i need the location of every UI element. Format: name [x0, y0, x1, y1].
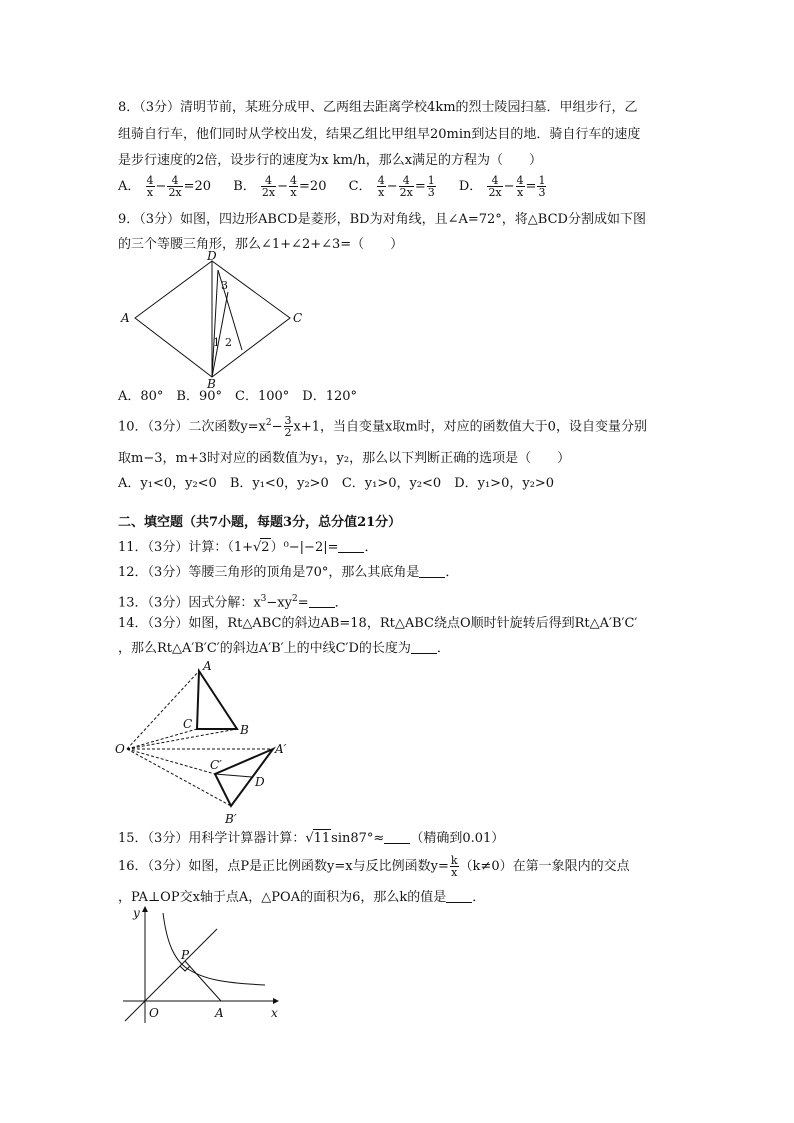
label-a-prime: A′ [275, 742, 287, 756]
q10-options: A．y₁<0，y₂<0 B．y₁<0，y₂>0 C．y₁>0，y₂<0 D．y₁>0，y₂>0 [118, 476, 555, 491]
q8-option-c: C． $\frac{4}{x}$ − $\frac{4}{2x}$ = $\frac{1}{3}$ [348, 174, 435, 199]
label-x: x [271, 1006, 278, 1020]
q11: 11．（3分）计算：（1+√2）⁰−|−2|= ． [118, 540, 378, 555]
answer-blank[interactable] [309, 594, 335, 608]
q13: 13．（3分）因式分解：$x^3-xy^2=$ ． [118, 594, 348, 611]
ray-ob [127, 729, 237, 749]
label-c: C [183, 717, 193, 731]
label-a: A [215, 1006, 224, 1020]
q16-line1: 16．（3分）如图，点P是正比例函数y=x与反比例函数y= $\frac{k}{x}$ （k≠0）在第一象限内的交点 [118, 854, 630, 879]
answer-blank[interactable] [338, 539, 364, 553]
q9-line1: 9．（3分）如图，四边形ABCD是菱形，BD为对角线，且∠A=72°，将△BCD分割成如下图 [118, 212, 646, 227]
q10-line1: 10．（3分）二次函数$y=x^2-$ $\frac{3}{2}$ x+1，当自变量x取m时，对应的函数值大于0，设自变量分别 [118, 414, 647, 440]
label-o: O [149, 1006, 159, 1020]
label-angle-1: 1 [213, 336, 220, 349]
q9-line2: 的三个等腰三角形，那么∠1+∠2+∠3=（ ） [118, 237, 404, 252]
fraction: $\frac{4}{x}$ [377, 174, 385, 199]
q12: 12．（3分）等腰三角形的顶角是70°，那么其底角是 ． [118, 565, 459, 580]
answer-blank[interactable] [411, 640, 437, 654]
q8-line2: 组骑自行车，他们同时从学校出发，结果乙组比甲组早20min到达目的地．骑自行车的速度 [118, 127, 641, 142]
fraction: $\frac{k}{x}$ [450, 854, 458, 879]
q8-option-b: B． $\frac{4}{2x}$ − $\frac{4}{x}$ =20 [233, 174, 327, 199]
answer-blank[interactable] [384, 830, 410, 844]
label-o: O [115, 742, 125, 756]
q14-line2: ，那么Rt△A′B′C′的斜边A′B′上的中线C′D的长度为 ． [118, 641, 450, 656]
label-b: B [240, 723, 249, 737]
q8-options [118, 175, 565, 198]
segment-pa [185, 961, 221, 1001]
label-b: B [207, 377, 216, 391]
q14-line1: 14．（3分）如图，Rt△ABC的斜边AB=18，Rt△ABC绕点O顺时针旋转后得到Rt△A′B′C′ [118, 616, 638, 631]
answer-blank[interactable] [419, 564, 445, 578]
ray-oc2 [127, 749, 215, 774]
line-y-equals-x [125, 929, 217, 1021]
answer-blank[interactable] [446, 889, 472, 903]
label-angle-3: 3 [221, 279, 228, 292]
label-y: y [133, 906, 140, 920]
fraction: $\frac{4}{x}$ [516, 174, 524, 199]
ray-oa [127, 671, 199, 749]
fraction: $\frac{1}{3}$ [538, 174, 546, 199]
label-a: A [203, 659, 212, 673]
ray-oc [127, 729, 197, 749]
fraction: $\frac{4}{2x}$ [261, 174, 276, 199]
label-d: D [255, 775, 265, 789]
q10-line2: 取m−3，m+3时对应的函数值为y₁，y₂，那么以下判断正确的选项是（ ） [118, 451, 571, 466]
label-p: P [181, 948, 190, 962]
fraction: $\frac{1}{3}$ [427, 174, 435, 199]
label-a: A [121, 311, 130, 325]
label-b-prime: B′ [225, 812, 237, 826]
q8-option-a: A． $\frac{4}{x}$ − $\frac{4}{2x}$ =20 [118, 174, 212, 199]
label-angle-2: 2 [225, 336, 232, 349]
function-graph-figure [115, 905, 290, 1025]
hyperbola-curve [163, 913, 265, 985]
label-c: C [293, 311, 303, 325]
section2-title: 二、填空题（共7小题，每题3分，总分值21分） [118, 515, 402, 530]
triangle-abc [197, 671, 237, 729]
q9-options: A．80° B．90° C．100° D．120° [118, 389, 358, 404]
q8-option-d: D． $\frac{4}{2x}$ − $\frac{4}{x}$ = $\frac{1}{3}$ [458, 174, 546, 199]
label-d: D [207, 249, 217, 263]
q8-line3: 是步行速度的2倍，设步行的速度为x km/h，那么x满足的方程为（ ） [118, 153, 543, 168]
x-axis-arrow [273, 998, 279, 1004]
fraction: $\frac{3}{2}$ [284, 414, 292, 440]
rotation-figure [115, 658, 295, 828]
median-c2d [215, 774, 252, 777]
rhombus-figure [115, 250, 315, 390]
y-axis-arrow [142, 906, 148, 912]
q15: 15．（3分）用科学计算器计算：√11sin87°≈ （精确到0.01） [118, 831, 505, 846]
fraction: $\frac{4}{2x}$ [488, 174, 502, 199]
fraction: $\frac{4}{x}$ [290, 174, 298, 199]
fraction: $\frac{4}{2x}$ [399, 174, 413, 199]
fraction: $\frac{4}{x}$ [146, 174, 154, 199]
label-c-prime: C′ [210, 758, 222, 772]
fraction: $\frac{4}{2x}$ [168, 174, 182, 199]
q8-line1: 8．（3分）清明节前，某班分成甲、乙两组去距离学校4km的烈士陵园扫墓．甲组步行，乙 [118, 100, 638, 115]
q16-line2: ，PA⊥OP交x轴于点A，△POA的面积为6，那么k的值是 ． [118, 890, 486, 905]
